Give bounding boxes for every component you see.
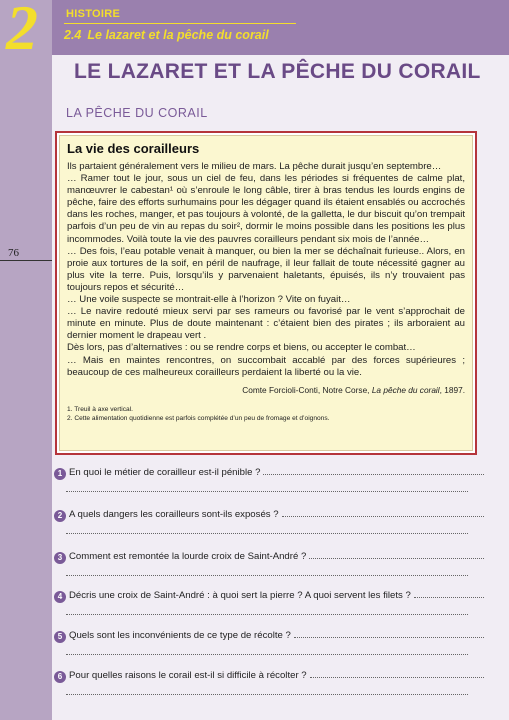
- text-box: [59, 135, 473, 451]
- question-text: Quels sont les inconvénients de ce type de récolte ?: [69, 630, 291, 641]
- page-title: LE LAZARET ET LA PÊCHE DU CORAIL: [74, 60, 481, 83]
- answer-line[interactable]: [309, 550, 484, 559]
- question-number-badge: 1: [54, 468, 66, 480]
- paragraph: … Le navire redouté mieux servi par ses rameurs ou favorisé par le vent s’approchait de minute en minute. Plus de doute maintenant : c’étaient bien des pirates ; ils arboraient au dernier moment le drapeau vert .: [67, 306, 465, 342]
- answer-line[interactable]: [263, 466, 484, 475]
- question-number-badge: 3: [54, 552, 66, 564]
- answer-line[interactable]: [66, 694, 468, 695]
- sub-heading: LA PÊCHE DU CORAIL: [66, 106, 208, 120]
- question-6: [54, 669, 484, 682]
- footnote: 1. Treuil à axe vertical.: [67, 405, 133, 413]
- footnote: 2. Cette alimentation quotidienne est parfois complétée d’un peu de fromage et d’oignons.: [67, 414, 330, 422]
- answer-line[interactable]: [66, 491, 468, 492]
- paragraph: … Une voile suspecte se montrait-elle à l’horizon ? Vite on fuyait…: [67, 294, 351, 306]
- section-divider: [64, 23, 296, 24]
- paragraph: … Mais en maintes rencontres, on succombait accablé par des forces supérieures ; beaucoup de ces malheureux corailleurs perdaient la liberté ou la vie.: [67, 354, 465, 378]
- section-subnumber: 2.4: [64, 28, 82, 42]
- chapter-number: 2: [6, 0, 38, 63]
- answer-line[interactable]: [414, 589, 484, 598]
- source-author: Comte Forcioli-Conti, Notre Corse,: [242, 384, 370, 395]
- left-sidebar: [0, 0, 52, 720]
- question-3: [54, 550, 484, 563]
- question-1: [54, 466, 484, 479]
- question-5: [54, 629, 484, 642]
- page-number: 76: [8, 247, 19, 259]
- section-subtitle-text: Le lazaret et la pêche du corail: [87, 28, 269, 42]
- question-number-badge: 2: [54, 510, 66, 522]
- question-2: [54, 508, 484, 521]
- source-work: La pêche du corail: [371, 384, 440, 395]
- paragraph: Dès lors, pas d’alternatives : ou se rendre corps et biens, ou accepter le combat…: [67, 342, 416, 354]
- text-box-title: La vie des corailleurs: [67, 141, 200, 156]
- section-subtitle: [64, 28, 269, 42]
- section-label: HISTOIRE: [66, 8, 121, 20]
- answer-line[interactable]: [282, 508, 484, 517]
- source-citation: [67, 385, 465, 395]
- answer-line[interactable]: [66, 575, 468, 576]
- question-text: En quoi le métier de corailleur est-il pénible ?: [69, 467, 261, 478]
- answer-line[interactable]: [310, 669, 484, 678]
- text-box-body: [67, 161, 465, 379]
- question-text: A quels dangers les corailleurs sont-ils exposés ?: [69, 509, 279, 520]
- answer-line[interactable]: [294, 629, 484, 638]
- question-number-badge: 5: [54, 631, 66, 643]
- answer-line[interactable]: [66, 533, 468, 534]
- answer-line[interactable]: [66, 614, 468, 615]
- question-number-badge: 6: [54, 671, 66, 683]
- question-text: Décris une croix de Saint-André : à quoi sert la pierre ? A quoi servent les filets ?: [69, 590, 411, 601]
- question-text: Pour quelles raisons le corail est-il si difficile à récolter ?: [69, 670, 307, 681]
- page-number-rule: [0, 260, 52, 261]
- paragraph: … Des fois, l’eau potable venait à manquer, ou bien la mer se déchaînait furieuse.. Alors, en proie aux tortures de la soif, en péril de naufrage, il leur fallait de toute nécessité gagner au plus vite la terre. Puis, lorsqu’ils y parvenaient haletants, épuisés, ils n’y trouvaient pas toujours repos et sécurité…: [67, 245, 465, 293]
- paragraph: … Ramer tout le jour, sous un ciel de feu, dans les périodes si fréquentes de calme plat, manœuvrer le cabestan¹ où s’enroule le long câble, tirer à bras tendus les lourds engins de pêche, faire des efforts surhumains pour les dégager quand ils étaient ensablés ou accrochés dans les roches, manger, et pas toujours à volonté, de la galletta, le dur biscuit qu’on trempait parfois d’un peu de vin au repas du soir², dormir le moins possible dans les positions les plus incommodes. Voilà toute la vie des pauvres corailleurs pendant six mois de l’année…: [67, 173, 465, 245]
- footnotes: [67, 405, 465, 423]
- answer-line[interactable]: [66, 654, 468, 655]
- paragraph: Ils partaient généralement vers le milieu de mars. La pêche durait jusqu’en septembre…: [67, 161, 442, 172]
- question-4: [54, 589, 484, 602]
- question-text: Comment est remontée la lourde croix de Saint-André ?: [69, 551, 307, 562]
- source-year: , 1897.: [439, 384, 465, 395]
- question-number-badge: 4: [54, 591, 66, 603]
